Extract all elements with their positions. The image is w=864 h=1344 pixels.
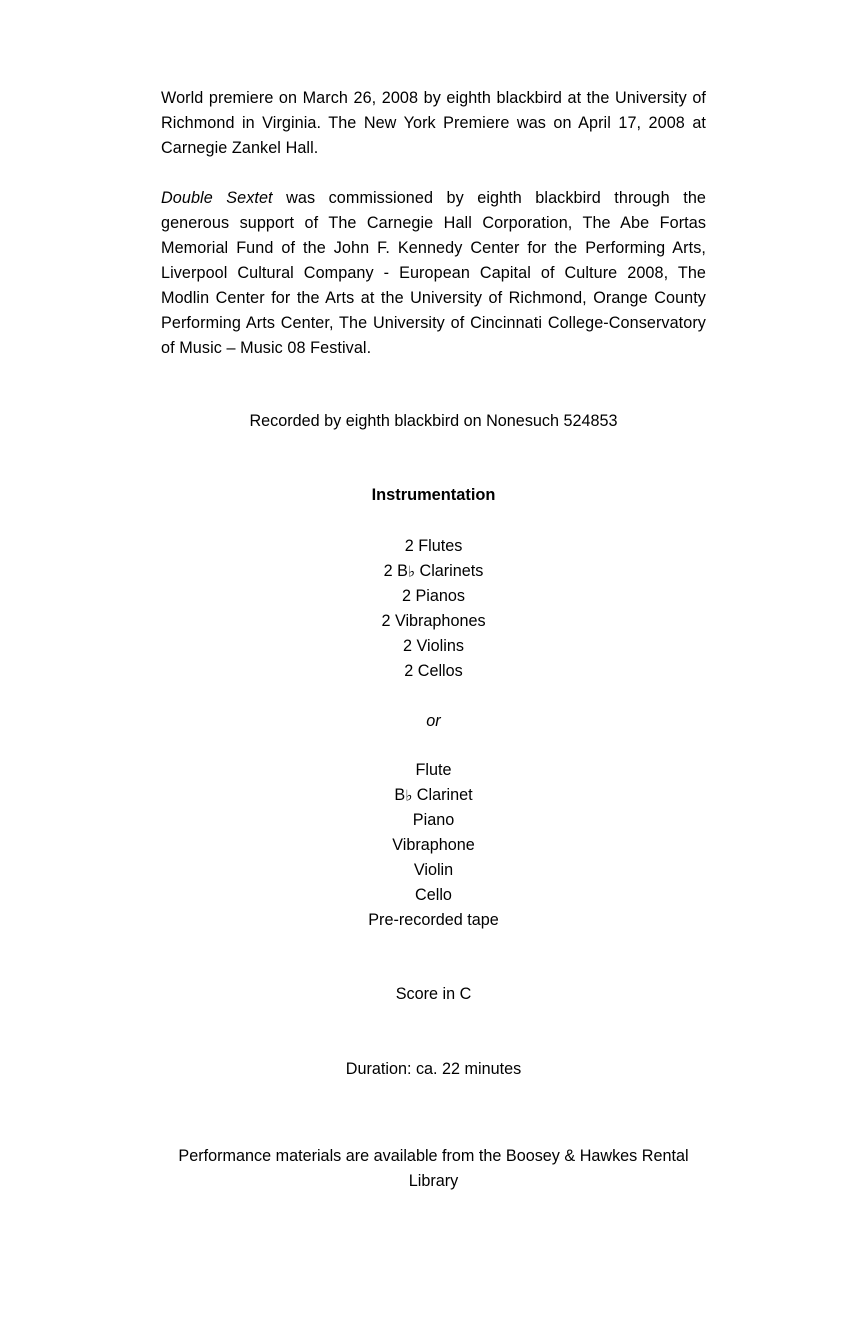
list-item: 2 Pianos [402,587,465,605]
ensemble-alternative-separator: or [426,712,441,730]
list-item: Flute [415,761,452,779]
list-item: 2 Violins [403,637,464,655]
flat-sign-icon: ♭ [407,562,415,581]
duration-line: Duration: ca. 22 minutes [345,1060,522,1078]
double-ensemble-list [161,534,706,684]
document-page [161,0,706,1344]
list-item: Pre-recorded tape [368,911,499,929]
premiere-paragraph [161,86,706,161]
rental-notice: Performance materials are available from the Boosey & Hawkes Rental Library [178,1147,689,1190]
list-item: Violin [413,861,454,879]
instrumentation-heading: Instrumentation [371,486,496,504]
work-title: Double Sextet [161,189,273,207]
commission-text: was commissioned by eighth blackbird through the generous support of The Carnegie Hall Corporation, The Abe Fortas Memorial Fund of the John F. Kennedy Center for the Performing Arts, Liverpool Cultural Company - European Capital of Culture 2008, The Modlin Center for the Arts at the University of Richmond, Orange County Performing Arts Center, The University of Cincinnati College-Conservatory of Music – Music 08 Festival. [161,189,706,357]
list-item: Cello [415,886,452,904]
single-ensemble-list [161,758,706,933]
list-item: 2 Flutes [404,537,463,555]
list-item: 2 B♭ Clarinets [383,562,484,581]
list-item: 2 Vibraphones [381,612,486,630]
recording-credit: Recorded by eighth blackbird on Nonesuch 524853 [249,412,618,430]
commission-paragraph [161,186,706,361]
score-key-line: Score in C [395,985,472,1003]
list-item: 2 Cellos [404,662,463,680]
list-item: B♭ Clarinet [394,786,473,805]
flat-sign-icon: ♭ [405,786,413,805]
list-item: Piano [412,811,455,829]
list-item: Vibraphone [392,836,475,854]
premiere-text: World premiere on March 26, 2008 by eighth blackbird at the University of Richmond in Virginia. The New York Premiere was on April 17, 2008 at Carnegie Zankel Hall. [161,89,706,157]
